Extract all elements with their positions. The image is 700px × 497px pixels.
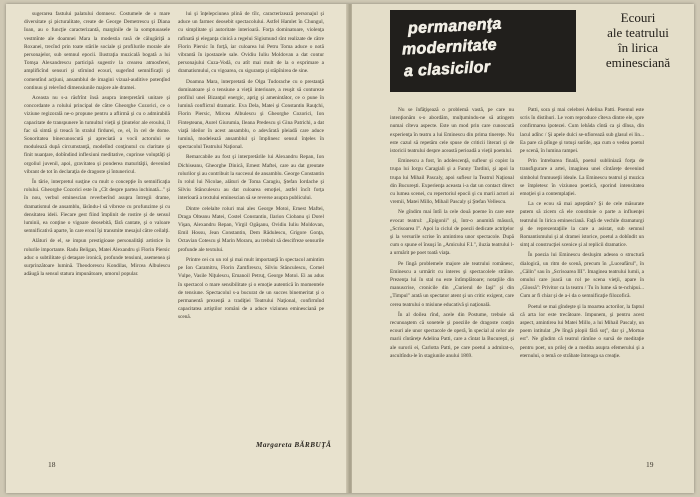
right-page xyxy=(352,4,694,493)
headline-line-1: Ecouri xyxy=(620,10,656,25)
author-signature: Margareta BĂRBUŢĂ xyxy=(256,441,332,449)
paragraph: În poezia lui Eminescu desluşim adesea o structură dialogică, un ritm de scenă, precum în „Luceafărul", în „Călin" sau în „Scrisoarea III". Imaginea teatrului lumii, a omului care joacă un rol pe scena vieţii, apare în „Glossă": Privitor ca la teatru / Tu în lume să te-nchipui... Cum ar fi chiar şi de a-i da o semnificaţie filozofică. xyxy=(520,252,644,300)
paragraph: La ce ecou să mai aşteptăm? Şi de cele măsurate putem să zicem că ele constituie o parte a influenţei teatrului în lirica eminesciană. Faţă de vechile dramaturgi şi de reprezentaţiile la care a asistat, sub semnul Romantismului şi al dramei istorice, poetul a dobîndit un simţ al construcţiei scenice şi al replicii dramatice. xyxy=(520,201,644,249)
paragraph: Aceasta nu s-a răsfrînt însă asupra interpretării unitare şi concordante a rolului principal de către Gheorghe Cozorici, ce o viziune regizorală ne-o propune pentru a aflirmă şi cu o admirabilă capacitate de transpunere în tumultul vieţii şi ţinutelor ale eroului, îl fac să simtă şi treacă în stralul firdurei, ce, el, în cel de dome. Sonoritatea binecunoscută şi apreciată a vocii actorului se modulează după circumstanţă, modelînd conţinutul cu claritate şi finit nuanţare, dobîndind inflexiuni meditative, cuprinse voluptăţi şi orgoliul juvenil, apoi, gravitatea şi ponderea maturităţii, devenind vibrant de tot în declaraţia de dragoste şi întunericul. xyxy=(24,95,170,175)
paragraph: Alături de el, se impun prestigioase personalităţi artistice în rolurile importante. Radu Beligan, Matei Alexandru şi Florin Piersic aduc o subtilitate şi detaşare ironică, profunde tensiuni, asemenea şi surprinzătoare lumină. Theodorescu Kondilas, Mircea Albulescu adăugă la sensul statura impunătoare, umorul popular. xyxy=(24,238,170,278)
paragraph: Eminescu a fost, în adolescenţă, sufleur şi copist la trupa lui Iorgu Caragiali şi a Fanny Tardini, şi apoi la trupa lui Mihail Pascaly, apoi sufleur la Teatrul Naţional din Bucureşti. Experienţa aceasta i-a dat un contact direct cu lumea scenei, cu repertoriul epocii şi cu marii actori ai vremii, Matei Millo, Mihail Pascaly şi Ştefan Vellescu. xyxy=(390,158,514,206)
paragraph: sugerarea fastului palatului domnesc. Costumele de o mare diversitate şi picturalitate, create de George Demetrescu şi Diana Ioan, au o funcţie caracterizantă, marginile de la somptuoasele vestmînte ale doamnei Mara la modestia rasă de călugăriţă a Roxanei, trecînd prin toate stările sociale şi profilurile morale ale personajelor, sub semnul epocii. Ilustraţia muzicală bogată a lui Tomşa Alexandrescu participă sugestiv la crearea atmosferei, amplificînd sensuri şi stîrnind ecouri, sugerînd semnificaţii şi comentînd acţiuni, ansamblul de imagini vizual-auditive potenţînd continuu şi relevînd dimensiunile majore ale dramei. xyxy=(24,11,170,91)
paragraph: Doamna Mara, interpretată de Olga Tudorache cu o prestanţă dominatoare şi o tensiune a vieţii interioare, a reuşit să contureze profilul unei Bizanţul energic, aprig şi amenintător, ce o pune în lumină conflictul dramatic. Eva Dela, Matei şi Constantin Rauţchi, Florin Piersic, Mircea Albulescu şi Gheorghe Cozorici, Ion Finteşteanu, Aurel Giurumia, Ileana Predescu şi Gina Patrichi, a dat viaţă ideilor în acest ansamblu, o adevărată pleiadă care aduce lumină, modelează ansamblul şi împlinesc sensul înţeles în spectacolul Teatrului Naţional. xyxy=(178,78,324,151)
paragraph: lui şi înţelepciunea plină de tîlc, caracterizează personajul şi aduce un farmec deosebit spectacolului. Astfel Hamlet în Chungul, cu simplitate şi autoritate interioară. Forţa dominatoare, violenţa rafinată şi eleganţa cinică a regelui Sigismund sînt realizate de către Florin Piersic în forţă, iar culoarea lui Petru Toma aduce o notă vibrantă în ipostazele sale. Ovidiu Iuliu Moldovan a dat contur personajului Cuza-Vodă, cu atît mai mult de la o exprimare a dramatismului, cu vigoarea, cu siguranţa şi stăpînirea de sine. xyxy=(178,11,324,75)
banner-line-2: modernitate xyxy=(401,36,498,59)
paragraph: Nu se înfăţişează o problemă vastă, pe care nu intenţionăm s-o abordăm, mulţumindu-ne să atingem numai cîteva aspecte. Este un mod prin care cunoscută experienţa în teatru a lui Eminescu din prima tinereţe. Nu este cazul să repetăm cele spuse de criticii literari şi de istoricii teatrului despre această perioadă a vieţii poetului. xyxy=(390,107,514,155)
banner-line-3: a clasicilor xyxy=(403,58,491,81)
left-column-1 xyxy=(24,10,170,446)
left-page xyxy=(6,4,348,493)
paragraph: Pe lîngă problemele majore ale teatrului românesc, Eminescu a urmărit cu interes şi spectacolele străine. Prezenţa lui în stal nu este întîmplătoare; notaţiile din manuscrise, cronicile din „Curierul de Iaşi" şi din „Timpul" arată un spectator atent şi un critic exigent, care cerea teatrului o misiune educativă şi naţională. xyxy=(390,260,514,308)
right-column-2 xyxy=(520,106,644,462)
paragraph: Poetul se mai gîndeşte şi la moartea actorilor, la faptul că arta lor este trecătoare. Impunem, şi pentru acest aspect, amintirea lui Matei Millo, a lui Mihail Pascaly, un poem intitulat „Pe lîngă plopii fără soţ", dar şi „Mortua est". Ne gîndim că teatrul rămîne o sursă de meditaţie pentru poet, un prilej de a medita asupra efemerului şi a eternului, o temă ce străbate întreaga sa creaţie. xyxy=(520,303,644,359)
headline-line-3: în lirica xyxy=(617,40,659,55)
headline-line-4: eminesciană xyxy=(605,55,671,70)
paragraph: În al doilea rînd, acele din Postume, trebuie să recunoaştem că sonetele şi poeziile de dragoste conţin ecouri ale unor spectacole de operă, în special al celor ale marii cîntăreţe Adelina Patti, care a cîntat la Bucureşti, şi ale surorii ei, Carlotta Patti, pe care poetul a admirat-o, ascultîndu-le în stagiunile anului 1869. xyxy=(390,311,514,359)
paragraph: Prin întrebarea finală, poetul subliniază forţa de transfigurare a artei, imaginea unei cîntăreţe devenind simbolul frumuseţii ideale. La Eminescu teatrul şi muzica se împletesc în viziunea poetică, sporind intensitatea emoţiei şi a contemplaţiei. xyxy=(520,158,644,198)
paragraph: Patti, sora şi mai celebrei Adelina Patti. Poemul este scris în distihuri. Le vom reproduce cîteva dintre ele, spre confirmarea ipotezei. Cum lebăda cîntă ca şi dînsa, din lacul adînc / Şi apele dulci se-nfiorează sub glasul ei lin... Ea pare că plînge şi totuşi surîde, aşa cum o vedea poetul pe scenă, în lumina rampei. xyxy=(520,107,644,155)
paragraph: În tărie, interpretul susţine cu mult o concepţie în semnificaţia rolului. Gheorghe Cozorici este în „Cît despre partea inchinată..." şi în nou, verbul eminescian reverberînd asupra întregii drame, dramatismul de ansamblu, lăsîndu-l să vibreze cu profunzime şi cu densitatea ideii. Fiecare gest fiind împlinit de rostire şi de sensul luminii, ea conţine o vigoare deosebită, fără cantate, şi o valoare semnificativă aparte, în care eroul îşi transmite mesajul către ceilalţi. xyxy=(24,179,170,235)
paragraph: Dintre celelalte roluri mai ales George Motoi, Ernest Maftei, Draga Olteanu Matei, Costel Constantin, Ilarion Ciobanu şi Dorel Vişan, Alexandru Repan, Virgil Ogăşanu, Ovidiu Iuliu Moldovan, Emil Hossu, Jean Constantin, Dem Rădulescu, Grigore Gonţa, Octavian Cotescu şi Marin Moraru, au trebuit să descifreze sensurile profunde ale textului. xyxy=(178,205,324,253)
left-column-2 xyxy=(178,10,324,414)
paragraph: Printre cei cu un rol şi mai mult importanţă în spectacol amintim pe Ion Caramitru, Florin Zamfirescu, Silviu Stănculescu, Cornel Vulpe, Vasile Niţulescu, Emanoil Petruţ, George Motoi. Ei au adus în spectacol o mare sensibilitate şi o emoţie autentică în momentele de tensiune. Spectacolul s-a bucurat de un succes binemeritat şi o permanentă prezenţă a tradiţiei Teatrului Naţional, confirmînd capacitatea artiştilor români de a aduce viziunea eminesciană pe scenă. xyxy=(178,256,324,321)
section-banner xyxy=(390,10,576,92)
right-column-1 xyxy=(390,106,514,462)
magazine-spread xyxy=(6,4,694,493)
paragraph: Remarcabile au fost şi interpretările lui Alexandru Repan, Ion Dichiseanu, Gheorghe Dinică, Ernest Maftei, care au dat greutate rolurilor şi au contribuit la succesul de ansamblu. George Constantin în rolul lui Nicolae, alături de Toma Caragiu, Ştefan Iordache şi Silviu Stănculescu au dat culoarea emoţiei, astfel încît forţa interioară a textului eminescian să se reverse asupra publicului. xyxy=(178,154,324,202)
headline-line-2: ale teatrului xyxy=(607,25,669,40)
paragraph: Ne gîndim mai întîi la cele două poeme în care este evocat teatrul: „Epigonii" şi, într-o anumită măsură, „Scrisoarea I". Apoi la ciclul de poezii dedicate actriţelor şi la versurile scrise în amintirea unor spectacole. După cum o spune el însuşi în „Amicului F.I.", iluzia teatrului l-a urmărit pe poet toată viaţa. xyxy=(390,209,514,257)
page-number-left: 18 xyxy=(48,460,56,469)
banner-line-1: permanenţa xyxy=(407,15,503,38)
page-number-right: 19 xyxy=(646,460,654,469)
article-headline xyxy=(582,10,694,70)
